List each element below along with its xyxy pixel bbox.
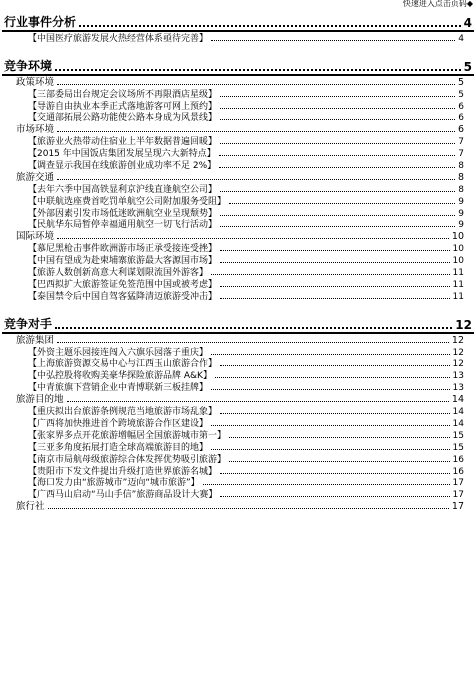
- dot-leader: [55, 327, 452, 329]
- page-number-link[interactable]: 17: [452, 490, 464, 501]
- toc-subsection-heading[interactable]: [0, 230, 476, 242]
- toc-entry-label: 【上海旅游资源交易中心与江西玉山旅游合作】: [28, 359, 218, 370]
- toc-subsection-heading-label: 国际环境: [16, 231, 55, 243]
- toc-entry-label: 【重庆拟出台旅游条例规范当地旅游市场乱象】: [28, 407, 218, 418]
- dot-leader: [67, 401, 449, 402]
- dot-leader: [220, 413, 450, 414]
- page-number-link[interactable]: 10: [451, 231, 464, 243]
- page-number-link[interactable]: 13: [452, 383, 464, 394]
- page-number-link[interactable]: 15: [452, 442, 464, 453]
- page-number-link[interactable]: 6: [458, 101, 464, 112]
- toc-entry[interactable]: [0, 266, 476, 278]
- table-of-contents: [0, 10, 476, 512]
- toc-entry-label: 【中国有望成为赴柬埔寨旅游最大客源国市场】: [28, 256, 218, 267]
- dot-leader: [220, 215, 455, 216]
- page-number-link[interactable]: 12: [452, 359, 464, 370]
- toc-entry[interactable]: [0, 358, 476, 370]
- toc-entry[interactable]: [0, 207, 476, 219]
- toc-entry[interactable]: [0, 278, 476, 290]
- toc-entry[interactable]: [0, 477, 476, 489]
- toc-entry-label: 【巴西拟扩大旅游签证免签范围中国或被考虑】: [28, 279, 218, 290]
- toc-subsection-heading[interactable]: [0, 76, 476, 88]
- quick-nav-hint: [403, 0, 473, 8]
- dot-leader: [220, 250, 450, 251]
- dot-leader: [220, 473, 450, 474]
- page-number-link[interactable]: 7: [458, 149, 464, 160]
- toc-entry-label: 【交通部拓展公路功能使公路本身成为风景线】: [28, 113, 218, 124]
- page-number-link[interactable]: 4: [458, 33, 464, 44]
- toc-entry[interactable]: [0, 100, 476, 112]
- toc-entry-label: 【张家界多点开花旅游增幅居全国旅游城市第一】: [28, 430, 227, 441]
- dot-leader: [219, 155, 455, 156]
- dot-leader: [57, 238, 449, 239]
- dot-leader: [57, 342, 449, 343]
- toc-subsection-heading[interactable]: [0, 123, 476, 135]
- quick-nav-text: 快速进入点击页码◆: [402, 0, 473, 8]
- page-number-link[interactable]: 14: [451, 394, 464, 406]
- toc-subsection-heading-label: 旅游集团: [16, 334, 55, 346]
- toc-entry[interactable]: [0, 290, 476, 302]
- toc-subsection-heading[interactable]: [0, 500, 476, 512]
- toc-entry-label: 【导游自由执业本季正式落地游客可网上预约】: [28, 101, 218, 112]
- dot-leader: [220, 496, 449, 497]
- toc-section: [0, 44, 476, 302]
- page-number-link[interactable]: 12: [452, 347, 464, 358]
- dot-leader: [211, 389, 450, 390]
- page-number-link[interactable]: 6: [457, 124, 464, 136]
- page-number-link[interactable]: 4: [463, 16, 472, 30]
- page-number-link[interactable]: 10: [452, 244, 464, 255]
- page-number-link[interactable]: 12: [451, 334, 464, 346]
- dot-leader: [220, 191, 455, 192]
- dot-leader: [220, 108, 455, 109]
- toc-entry-label: 【中弘控股将收购美豪华探险旅游品牌 A&K】: [28, 371, 212, 382]
- toc-entry[interactable]: [0, 195, 476, 207]
- page-number-link[interactable]: 5: [463, 59, 472, 74]
- dot-leader: [203, 484, 450, 485]
- page-number-link[interactable]: 9: [458, 196, 464, 207]
- page-number-link[interactable]: 8: [458, 161, 464, 172]
- toc-section-heading[interactable]: [0, 54, 476, 74]
- page-number-link[interactable]: 17: [451, 501, 464, 513]
- page-number-link[interactable]: 14: [452, 407, 464, 418]
- dot-leader: [220, 298, 450, 299]
- toc-entry-label: 【中国医疗旅游发展火热经营体系亟待完善】: [28, 33, 209, 44]
- toc-section-heading-label: 竞争对手: [4, 316, 53, 331]
- dot-leader: [220, 286, 450, 287]
- toc-subsection-heading-label: 政策环境: [16, 76, 55, 88]
- toc-entry[interactable]: [0, 135, 476, 147]
- page-number-link[interactable]: 6: [458, 113, 464, 124]
- dot-leader: [211, 425, 450, 426]
- toc-entry[interactable]: [0, 346, 476, 358]
- dot-leader: [220, 143, 455, 144]
- dot-leader: [48, 508, 449, 509]
- toc-entry-label: 【2015 年中国饭店集团发展呈现六大新特点】: [28, 149, 216, 160]
- toc-entry-label: 【调查显示我国在线旅游创业成功率不足 2%】: [28, 161, 217, 172]
- toc-entry[interactable]: [0, 465, 476, 477]
- dot-leader: [229, 437, 450, 438]
- dot-leader: [211, 40, 455, 41]
- page-number-link[interactable]: 5: [458, 89, 464, 100]
- toc-section-heading-label: 行业事件分析: [4, 15, 77, 29]
- toc-subsection-heading[interactable]: [0, 334, 476, 346]
- toc-entry[interactable]: [0, 112, 476, 124]
- dot-leader: [229, 203, 455, 204]
- toc-subsection-heading-label: 旅游目的地: [16, 394, 64, 406]
- page-number-link[interactable]: 13: [452, 371, 464, 382]
- dot-leader: [220, 119, 455, 120]
- dot-leader: [211, 274, 450, 275]
- toc-entry[interactable]: [0, 441, 476, 453]
- page-number-link[interactable]: 11: [452, 268, 464, 279]
- toc-subsection-heading-label: 旅游交通: [16, 171, 55, 183]
- toc-entry-label: 【中青旅旗下营销企业中青博联新三板挂牌】: [28, 383, 209, 394]
- toc-section-heading-label: 竞争环境: [4, 58, 53, 73]
- toc-section: [0, 302, 476, 512]
- dot-leader: [215, 377, 450, 378]
- toc-entry[interactable]: [0, 88, 476, 100]
- page-number-link[interactable]: 16: [452, 466, 464, 477]
- toc-entry[interactable]: [0, 254, 476, 266]
- toc-entry-label: 【广西马山启动“马山手信”旅游商品设计大赛】: [28, 490, 218, 501]
- toc-entry-label: 【南京市局航母级旅游综合体发挥优势吸引旅游】: [28, 454, 227, 465]
- toc-entry-label: 【贵阳市下发文件提出升级打造世界旅游名城】: [28, 466, 218, 477]
- toc-section-heading[interactable]: [0, 312, 476, 332]
- page-number-link[interactable]: 9: [458, 220, 464, 231]
- toc-entry[interactable]: [0, 429, 476, 441]
- dot-leader: [219, 167, 455, 168]
- page-number-link[interactable]: 5: [457, 76, 464, 88]
- page-number-link[interactable]: 12: [455, 317, 472, 332]
- dot-leader: [55, 69, 461, 71]
- dot-leader: [79, 25, 461, 27]
- dot-leader: [57, 131, 455, 132]
- toc-section: [0, 10, 476, 44]
- toc-entry[interactable]: [0, 159, 476, 171]
- page-number-link[interactable]: 10: [452, 256, 464, 267]
- page-number-link[interactable]: 11: [452, 291, 464, 302]
- page-number-link[interactable]: 15: [452, 430, 464, 441]
- dot-leader: [220, 365, 450, 366]
- toc-entry-label: 【民航华东局暂停幸福通用航空一切飞行活动】: [28, 220, 218, 231]
- dot-leader: [220, 262, 450, 263]
- toc-entry-label: 【外部因素引发市场低迷欧洲航空业呈现颓势】: [28, 208, 218, 219]
- page-number-link[interactable]: 9: [458, 208, 464, 219]
- toc-section-heading[interactable]: [0, 10, 476, 30]
- toc-entry-label: 【去年六季中国高铁显利京沪线直逢航空公司】: [28, 184, 218, 195]
- toc-entry[interactable]: [0, 147, 476, 159]
- toc-subsection-heading-label: 市场环境: [16, 124, 55, 136]
- toc-entry[interactable]: [0, 242, 476, 254]
- toc-entry[interactable]: [0, 183, 476, 195]
- toc-entry-label: 【三部委局出台规定会议场所不再限酒店星级】: [28, 89, 218, 100]
- toc-entry[interactable]: [0, 381, 476, 393]
- page-number-link[interactable]: 11: [452, 279, 464, 290]
- section-spacer: [0, 44, 476, 54]
- toc-entry-label: 【外资主题乐园接连闯入六旗乐园落子重庆】: [28, 347, 209, 358]
- dot-leader: [57, 179, 455, 180]
- dot-leader: [229, 461, 450, 462]
- dot-leader: [220, 96, 455, 97]
- dot-leader: [220, 226, 455, 227]
- toc-subsection-heading[interactable]: [0, 171, 476, 183]
- toc-entry-label: 【泰国禁令后中国自驾客猛降清迈旅游受冲击】: [28, 291, 218, 302]
- toc-entry-label: 【中联航选座费首吃罚单航空公司附加服务受阻】: [28, 196, 227, 207]
- section-spacer: [0, 302, 476, 312]
- toc-entry-label: 【广西将加快推进首个跨境旅游合作区建设】: [28, 418, 209, 429]
- page-number-link[interactable]: 17: [452, 478, 464, 489]
- toc-entry[interactable]: [0, 453, 476, 465]
- toc-subsection-heading[interactable]: [0, 393, 476, 405]
- toc-entry-label: 【慕尼黑枪击事件欧洲游市场正承受接连受挫】: [28, 244, 218, 255]
- dot-leader: [211, 449, 450, 450]
- dot-leader: [211, 354, 450, 355]
- toc-entry[interactable]: [0, 369, 476, 381]
- toc-entry-label: 【旅游人数创新高意大利谋划限流国外游客】: [28, 268, 209, 279]
- toc-entry-label: 【海口发力由“旅游城市”迈向“城市旅游”】: [28, 478, 200, 489]
- toc-subsection-heading-label: 旅行社: [16, 501, 45, 513]
- toc-entry[interactable]: [0, 488, 476, 500]
- page-number-link[interactable]: 8: [457, 171, 464, 183]
- toc-entry[interactable]: [0, 32, 476, 44]
- toc-entry[interactable]: [0, 417, 476, 429]
- dot-leader: [57, 84, 455, 85]
- page-number-link[interactable]: 8: [458, 184, 464, 195]
- page-number-link[interactable]: 14: [452, 418, 464, 429]
- toc-entry[interactable]: [0, 405, 476, 417]
- page-number-link[interactable]: 7: [458, 137, 464, 148]
- toc-entry-label: 【三亚多角度拓展打造全球高端旅游目的地】: [28, 442, 209, 453]
- toc-entry-label: 【旅游业火热带动住宿业上半年数据普遍回暖】: [28, 137, 218, 148]
- toc-entry[interactable]: [0, 219, 476, 231]
- page-number-link[interactable]: 16: [452, 454, 464, 465]
